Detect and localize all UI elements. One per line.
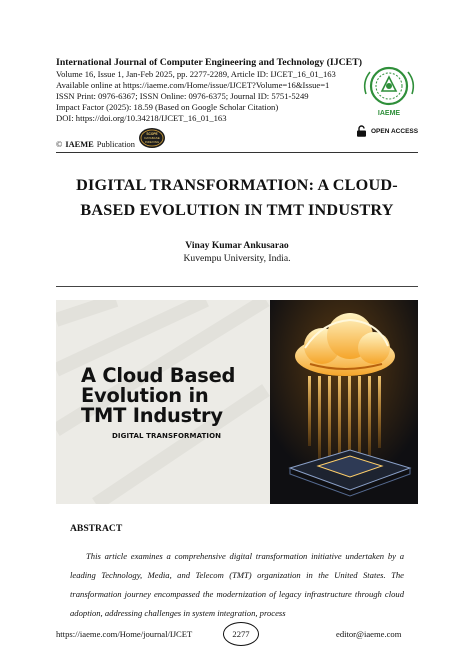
issn-line: ISSN Print: 0976-6367; ISSN Online: 0976-6375; Journal ID: 5751-5249	[56, 91, 309, 101]
title-divider	[56, 286, 418, 287]
volume-line: Volume 16, Issue 1, Jan-Feb 2025, pp. 2277-2289, Article ID: IJCET_16_01_163	[56, 69, 336, 79]
footer-email-link[interactable]: editor@iaeme.com	[336, 629, 402, 639]
availability-line[interactable]: Available online at https://iaeme.com/Home/issue/IJCET?Volume=16&Issue=1	[56, 80, 330, 90]
lock-icon	[356, 125, 367, 137]
badge-line-1: SCOPE	[146, 132, 158, 136]
cloud-computing-illustration	[270, 300, 418, 504]
author-name: Vinay Kumar Ankusarao	[185, 240, 289, 251]
banner-subtitle: DIGITAL TRANSFORMATION	[112, 432, 222, 440]
abstract-text: This article examines a comprehensive digital transformation initiative undertaken by a leading Technology, Media, and Telecom (TMT) organization in the United States. The transformation journey encompassed the modernization of legacy infrastructure through cloud adoption, addressing challenges in system integration, process	[70, 551, 404, 618]
abstract-heading: ABSTRACT	[70, 523, 123, 534]
banner-heading-line-1: A Cloud Based	[81, 364, 236, 387]
abstract-body	[70, 547, 404, 623]
page-number: 2277	[223, 622, 259, 646]
author-affiliation: Kuvempu University, India.	[183, 253, 291, 264]
badge-line-3: INDEXING	[144, 140, 160, 144]
publisher-name: IAEME	[65, 140, 94, 149]
doi-line[interactable]: DOI: https://doi.org/10.34218/IJCET_16_01_163	[56, 113, 227, 123]
badge-line-2: DATABASE	[144, 136, 160, 140]
scope-indexing-badge	[138, 127, 166, 149]
open-access	[356, 125, 418, 137]
copyright-symbol: ©	[56, 140, 63, 149]
publisher-suffix: Publication	[96, 140, 135, 149]
banner-text-block	[81, 366, 235, 440]
journal-title: International Journal of Computer Engineering and Technology (IJCET)	[56, 57, 363, 68]
publisher	[56, 140, 135, 149]
logo-text: IAEME	[377, 110, 401, 117]
impact-factor-line: Impact Factor (2025): 18.59 (Based on Google Scholar Citation)	[56, 102, 279, 112]
banner-heading-line-2: Evolution in	[81, 384, 209, 407]
iaeme-logo	[358, 64, 420, 118]
paper-title-line-1: DIGITAL TRANSFORMATION: A CLOUD-	[76, 176, 398, 194]
open-access-label: OPEN ACCESS	[371, 127, 419, 135]
banner-heading-line-3: TMT Industry	[81, 404, 223, 427]
footer-journal-link[interactable]: https://iaeme.com/Home/journal/IJCET	[56, 629, 193, 639]
paper-title-line-2: BASED EVOLUTION IN TMT INDUSTRY	[80, 201, 394, 219]
header-divider	[56, 152, 418, 153]
